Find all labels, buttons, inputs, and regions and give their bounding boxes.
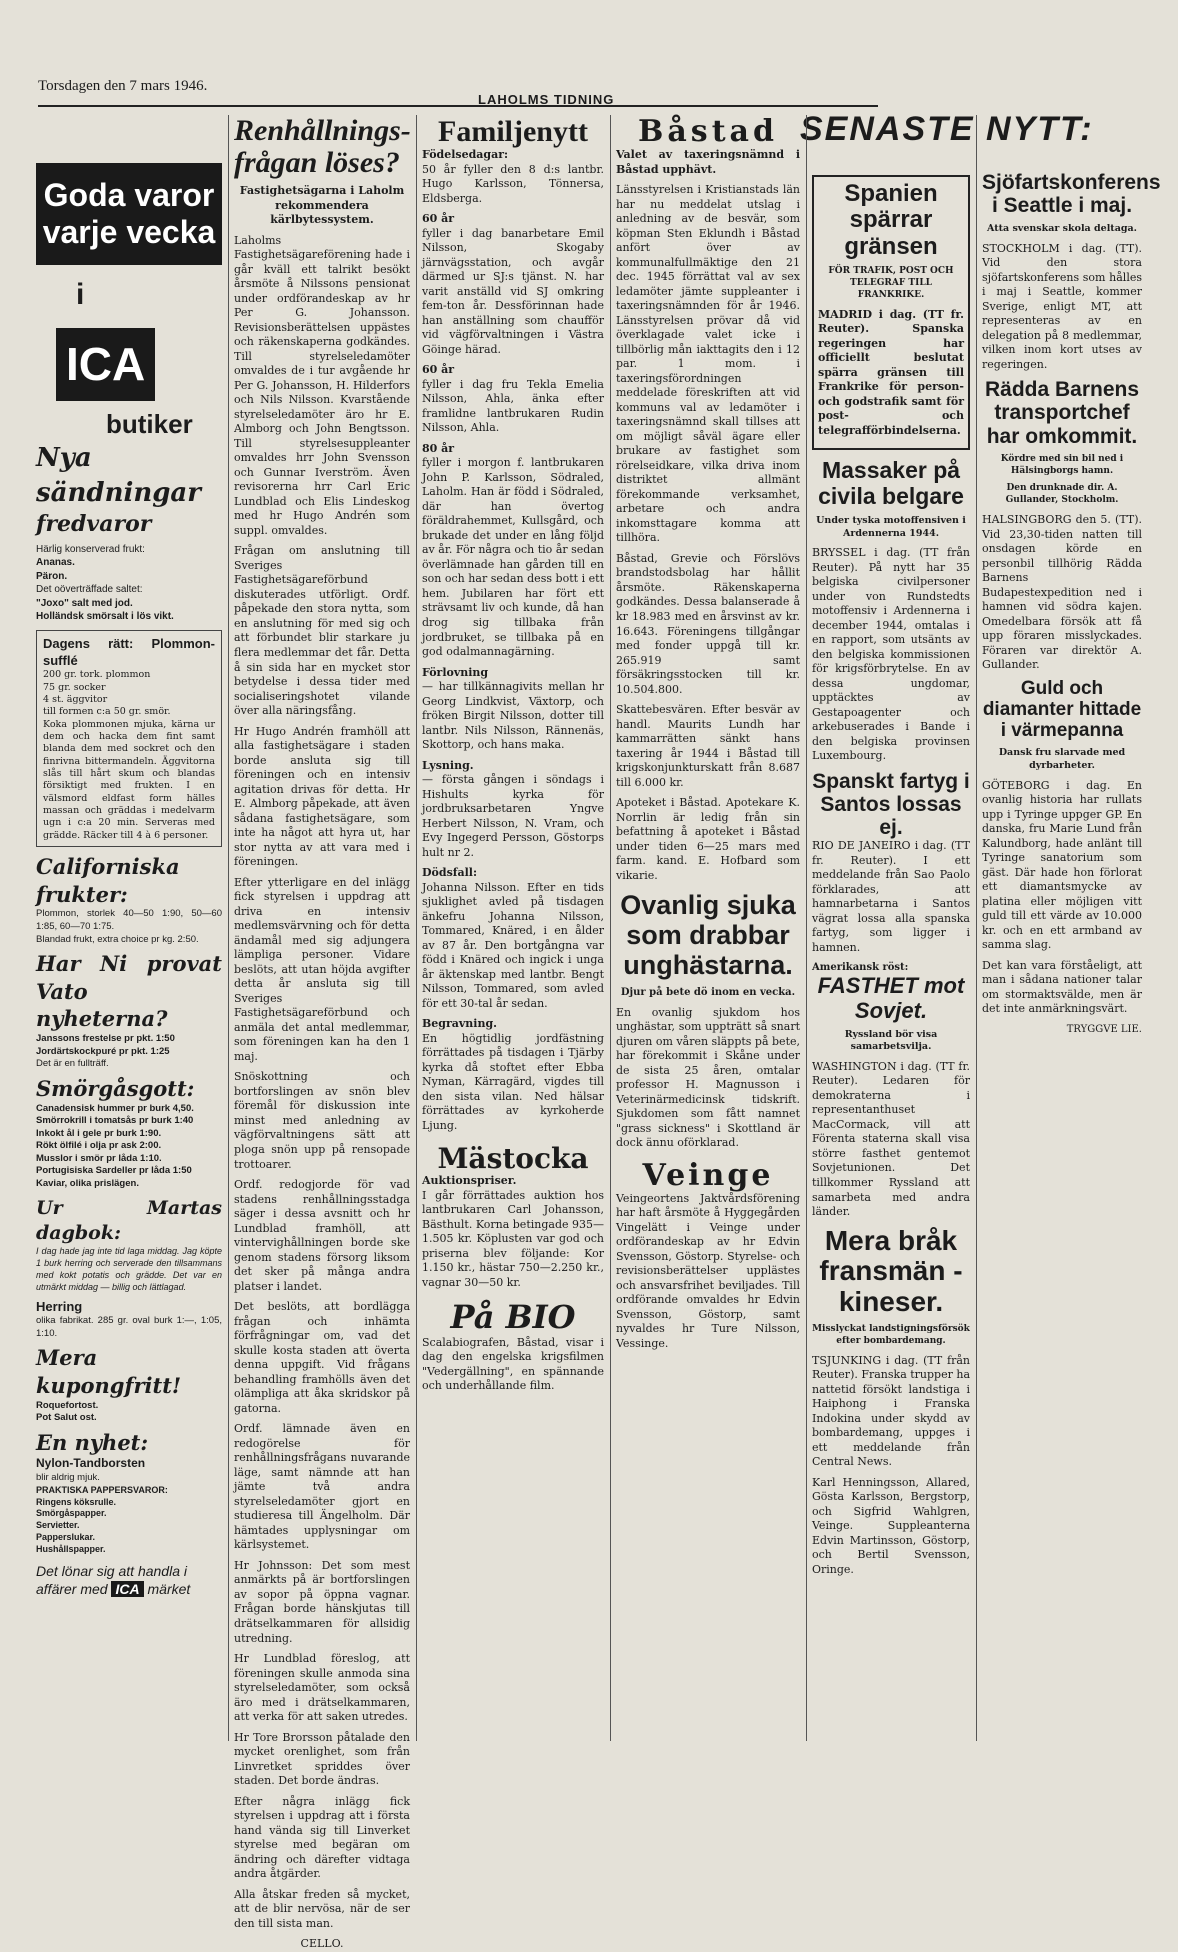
- nylon-text: blir aldrig mjuk.: [36, 1472, 100, 1484]
- recipe-text: [43, 669, 215, 842]
- article-deck: Dansk fru slarvade med dyrbarheter.: [998, 747, 1126, 772]
- ad-item: "Joxo" salt med jod.: [36, 597, 133, 609]
- family-item: [422, 666, 604, 753]
- article-headline: På BIO: [450, 1298, 576, 1337]
- ad-items-list: [36, 543, 222, 624]
- article-subhead: Valet av taxeringsnämnd i Båstad upphävt.: [616, 148, 800, 176]
- ad-slogan: Goda varor varje vecka: [36, 163, 222, 265]
- ad-heading: Mera kupongfritt!: [36, 1345, 182, 1398]
- article-paragraph: Laholms Fastighetsägareförening hade i går kväll ett talrikt besökt årsmöte å Nilssons pensionat under ordförandeskap av hr Per G. Johansson. Revisionsberättelsen uppästes och räkenskaperna godkändes. Till styrelseledamöter omvaldes de i tur avgående hr Per G. Johansson, H. Hilderfors och Nils Nilsson. Kvarstående styrelseledamöter äro hr E. Almborg och John Bengtsson. Till styrelsesuppleanter omvaldes hrr John Svensson och Gunnar Iverström. Även revisorerna hrr Carl Eric Lundblad och Elis Lindeskog med hr Hugo Andrén som suppl. omvaldes.: [234, 233, 410, 537]
- recipe-line: Koka plommonen mjuka, kärna ur dem och hacka dem fint samt blanda dem med sockret och den finrivna bittermandeln. Äggvitorna slås till hårt skum och blandas försiktigt med frukten. I en välsmord eldfast form hälles massan och gräddas i medelvarm ugn i c:a 20 min. Serveras med grädde. Räcker till 4 à 6 personer.: [43, 718, 215, 841]
- article-paragraph: TSJUNKING i dag. (TT från Reuter). Franska trupper ha nattetid försökt landstiga i Haiphong i Franska Indokina under skydd av bombardemang, uppges i ett meddelande från Central News.: [812, 1353, 971, 1469]
- auction-text: I går förrättades auktion hos lantbrukaren Carl Johansson, Bästhult. Korna betingade 935—1.505 kr. Köplusten var god och priserna blev följande: Kor 1.150 kr., hästar 750—2.250 kr., vagnar 30—50 kr.: [422, 1188, 604, 1289]
- ad-heading: Nya sändningar: [36, 443, 201, 508]
- ad-heading: En nyhet:: [36, 1429, 149, 1455]
- ad-item: Smörrokrill i tomatsås pr burk 1:40: [36, 1115, 194, 1127]
- recipe-line: till formen c:a 50 gr. smör.: [43, 706, 171, 718]
- family-item-title: Begravning.: [422, 1017, 497, 1031]
- family-item: [422, 1017, 604, 1133]
- article-paragraph: BRYSSEL i dag. (TT från Reuter). På nytt har 35 belgiska civilpersoner under von Rundstedts motoffensiv i Ardennerna i december 1944, omtalas i en rapport, som utsänts av den belgiska kommissionen för krigsförbrytelse. En av dessa ungdomar, upptäcktes av Gestapoagenter och arkebuserades i Bande i den belgiska provinsen Luxembourg.: [812, 546, 970, 763]
- ad-item: Papperslukar.: [36, 1532, 96, 1543]
- family-item: [422, 866, 604, 1011]
- ad-item: Det oöverträffade saltet:: [36, 584, 143, 596]
- family-item: [422, 148, 604, 206]
- ica-logo-small: ICA: [111, 1581, 143, 1597]
- ad-item: Holländsk smörsalt i lös vikt.: [36, 611, 174, 623]
- article-paragraph: Karl Henningsson, Allared, Gösta Karlsson, Bergstorp, och Sigfrid Wahlgren, Veinge. Suppleanterna Edvin Martinsson, Göstorp, och Bertil Svensson, Oringe.: [812, 1475, 970, 1576]
- recipe-line: 4 st. äggvitor: [43, 693, 108, 705]
- ad-footer: affärer med: [36, 1581, 108, 1598]
- news-column-1: [812, 115, 970, 1741]
- ad-footer-row: [36, 1580, 222, 1598]
- article-paragraph: MADRID i dag. (TT fr. Reuter). Spanska regeringen har officiellt beslutat spärra gränsen till Frankrike för person- och godstrafik samt för post- och telegrafförbindelserna.: [818, 307, 964, 437]
- article-headline: Spanskt fartyg i Santos lossas ej.: [812, 769, 970, 840]
- article-headline: Familjenytt: [438, 115, 588, 148]
- article-paragraph: HALSINGBORG den 5. (TT). Vid 23,30-tiden natten till onsdagen körde en personbil tillhörig Rädda Barnens Budapestexpedition ned i hamnen vid södra kajen. Omedelbara försök att få upp föraren misslyckades. Föraren var direktör A. Gullander.: [982, 513, 1142, 672]
- article-headline: Spanien spärrar gränsen: [844, 180, 938, 260]
- ad-item: Ringens köksrulle.: [36, 1496, 117, 1507]
- article-deck: Kördre med sin bil ned i Hälsingborgs hamn.: [1000, 453, 1124, 476]
- column-divider: [610, 115, 611, 1741]
- family-item-text: En högtidlig jordfästning förrättades på tisdagen i Tjärby kyrka då stoftet efter Ebba Nyman, Kärragärd, vigdes till den sista vilan. Ned hälsar förrättades av kyrkoherde Ljung.: [422, 1031, 604, 1132]
- ad-item: Plommon, storlek 40—50 1:90, 50—60 1:85, 60—70 1:75.: [36, 908, 222, 932]
- family-item: [422, 212, 604, 357]
- auction-item: [422, 1174, 604, 1290]
- article-deck: Fastighetsägarna i Laholm rekommendera kärlbytessystem.: [239, 184, 405, 227]
- ad-item: Det är en fullträff.: [36, 1058, 109, 1070]
- article-paragraph: Hr Tore Brorsson påtalade den mycket orenlighet, som från Linvretket spriddes över staden. Det borde ändras.: [234, 1730, 410, 1788]
- family-item-title: Dödsfall:: [422, 866, 478, 880]
- article-paragraph: Frågan om anslutning till Sveriges Fastighetsägareförbund diskuterades utförligt. Ordf. påpekade den stora nytta, som en anslutning för med sig och att förbundet blir starkare ju flera medlemmar det får. Detta å sin sida har en mycket stor betydelse i dessa tider med socialiseringshotet vilande över alla näringsfång.: [234, 544, 410, 718]
- ica-advertisement: [36, 115, 222, 1741]
- article-paragraph: Det kan vara förståeligt, att man i sådana nationer talar om stormaktsvälde, men är det inte anmärkningsvärt.: [982, 958, 1142, 1016]
- family-item-text: fyller i morgon f. lantbrukaren John P. Karlsson, Södraled, Laholm. Han är född i Södraled, där han övertog föräldrahemmet, Kullsgård, och brukade det under en lång följd av år. För några och tio år sedan överlämnade han gården till en son och har sedan dess bott i ett hem. Jubilaren har fört ett strävsamt liv och kunde, då han drog sig tillbaka från jordbruket, se tillbaka på en god odalmannagärning.: [422, 456, 604, 659]
- article-deck: Den drunknade dir. A. Gullander, Stockholm.: [1005, 483, 1119, 506]
- article-paragraph: Scalabiografen, Båstad, visar i dag den engelska krigsfilmen "Vedergällning", en spännande och underhållande film.: [422, 1335, 604, 1393]
- article-paragraph: STOCKHOLM i dag. (TT). Vid den stora sjöfartskonferens som hålles i maj i Seattle, kommer Sverige, enligt MT, att representeras av en delegation på 8 medlemmar, vilken inom kort utses av regeringen.: [982, 241, 1142, 371]
- article-paragraph: Hr Johnsson: Det som mest anmärkts på är bortforslingen av sopor på öppna vagnar. Frågan borde hänskjutas till drätselkammaren för allsidig utredning.: [234, 1558, 410, 1645]
- article-paragraph: Efter några inlägg fick styrelsen i uppdrag att i första hand vända sig till Linverket styrelse med begäran om ändring och därefter vidtaga andra åtgärder.: [234, 1794, 410, 1881]
- ad-heading: Har Ni provat Vato nyheterna?: [36, 951, 222, 1032]
- spanien-box: [812, 175, 970, 450]
- family-item-text: fyller i dag banarbetare Emil Nilsson, Skogaby järnvägsstation, och avgår därmed ur SJ:s tjänst. N. har varit anställd vid SJ omkring fem-ton år. Dessförinnan hade han anställning som chaufför vid vägförvaltningen i Västra Göinge härad.: [422, 226, 604, 356]
- article-familjenytt: [422, 115, 604, 1741]
- family-item-title: 60 år: [422, 212, 455, 226]
- article-paragraph: Ordf. lämnade även en redogörelse för renhållningsfrågans nuvarande läge, samt nämnde att han jämte två andra styrelseledamöter gjort en studieresa till Ängelholm. Där hämtades upplysningar om kärlsystemet.: [234, 1422, 410, 1552]
- ad-item: Jordärtskockpuré pr pkt. 1:25: [36, 1045, 170, 1057]
- article-paragraph: Alla åtskar freden så mycket, att de blir nervösa, när de ser den till sista man.: [234, 1887, 410, 1930]
- recipe-line: 75 gr. socker: [43, 681, 106, 693]
- article-deck: Atta svenskar skola deltaga.: [987, 223, 1137, 235]
- family-item-text: fyller i dag fru Tekla Emelia Nilsson, Ahla, änka efter framlidne lantbrukaren Rudin Nilsson, Ahla.: [422, 377, 604, 435]
- article-paragraph: Hr Hugo Andrén framhöll att alla fastighetsägare i staden borde ansluta sig till föreningen och en intensiv agitation drivas för detta. Hr E. Almborg påpekade, att även sådana fastighetsägare, som inte ha något att hyra ut, har stor nytta av att vara med i föreningen.: [234, 724, 410, 869]
- ad-item: Servietter.: [36, 1520, 80, 1531]
- column-divider: [806, 115, 807, 1741]
- ad-item: Musslor i smör pr låda 1:10.: [36, 1152, 162, 1164]
- masthead: LAHOLMS TIDNING: [478, 92, 615, 107]
- ad-item: Canadensisk hummer pr burk 4,50.: [36, 1102, 194, 1114]
- article-signature: CELLO.: [300, 1937, 344, 1951]
- ad-items-list: [36, 1400, 222, 1425]
- family-item-title: Lysning.: [422, 758, 474, 772]
- article-deck: Under tyska motoffensiven i Ardennerna 1944.: [816, 515, 966, 539]
- ad-item: Päron.: [36, 570, 68, 582]
- family-item-title: 60 år: [422, 363, 455, 377]
- ad-item: Inkokt ål i gele pr burk 1:90.: [36, 1127, 162, 1139]
- family-item-title: Födelsedagar:: [422, 148, 509, 161]
- ad-item: Kaviar, olika prislägen.: [36, 1177, 139, 1189]
- article-deck: Misslyckat landstigningsförsök efter bombardemang.: [812, 1323, 970, 1346]
- column-divider: [228, 115, 229, 1741]
- nylon-title: Nylon-Tandborsten: [36, 1456, 146, 1471]
- ad-item: Rökt ölfilé i olja pr ask 2:00.: [36, 1140, 162, 1152]
- ad-i: i: [76, 277, 85, 311]
- column-divider: [976, 115, 977, 1741]
- article-headline: FASTHET mot Sovjet.: [817, 973, 965, 1023]
- ad-heading: Smörgåsgott:: [36, 1075, 195, 1101]
- article-headline: Ovanlig sjuka som drabbar unghästarna.: [620, 890, 796, 980]
- ad-item: Roquefortost.: [36, 1399, 99, 1411]
- family-item: [422, 759, 604, 861]
- article-bastad: [616, 115, 800, 1741]
- herring-text: olika fabrikat. 285 gr. oval burk 1:—, 1:05, 1:10.: [36, 1315, 222, 1339]
- article-paragraph: Efter ytterligare en del inlägg fick styrelsen i uppdrag att driva en intensiv medlemsvärvning och för detta ändamål med sig adjungera lämpliga personer. Vidare beslöts, att utan höjda avgifter detta år ansluta sig till Sveriges Fastighetsägareförbund och anmäla det antal medlemmar, som föreningen kan ha den 1 maj.: [234, 875, 410, 1063]
- ad-items-list: [36, 1485, 222, 1556]
- article-paragraph: Länsstyrelsen i Kristianstads län har nu meddelat utslag i anledning av de besvär, som köpman Sten Eklundh i Båstad anfört över av kommunalfullmäktige den 21 dec. 1945 förrättat val av sex ledamöter jämte suppleanter i taxeringsnämnden för år 1946. Länsstyrelsen prövar då vid överklagade valet icke i tillbörlig mån iakttagits den i 12 par. 1 mom. i taxeringsförordningen meddelade föreskriften att vid kommuns val av ledamöter i taxeringsnämnd skall tillses att om möjligt såväl ägare eller brukare av fastighet som rörelseidkare, vilka driva inom distriktet allmänt förekommande verksamhet, arbetare och andra inkomsttagare komma att tillhöra.: [616, 183, 800, 545]
- article-deck: FÖR TRAFIK, POST OCH TELEGRAF TILL FRANKRIKE.: [828, 266, 954, 300]
- column-divider: [416, 115, 417, 1741]
- ad-item: Janssons frestelse pr pkt. 1:50: [36, 1033, 175, 1045]
- article-headline: Guld och diamanter hittade i värmepanna: [982, 677, 1142, 741]
- family-item-text: — har tillkännagivits mellan hr Georg Lindkvist, Växtorp, och fröken Birgit Nilsson, dotter till lantbr. Nils Nilsson, Rännenäs, Skottorp, och hans maka.: [422, 680, 604, 752]
- ad-items-list: [36, 1103, 222, 1191]
- article-signature: TRYGGVE LIE.: [1066, 1023, 1142, 1035]
- article-renhallning: [234, 114, 411, 1951]
- article-headline: Sjöfartskonferens i Seattle i maj.: [982, 171, 1161, 218]
- auction-title: Auktionspriser.: [422, 1174, 517, 1188]
- issue-date: Torsdagen den 7 mars 1946.: [38, 78, 208, 94]
- family-item-text: 50 år fyller den 8 d:s lantbr. Hugo Karlsson, Tönnersa, Eldsberga.: [422, 162, 604, 205]
- article-headline: Mästocka: [437, 1141, 589, 1175]
- article-headline: Mera bråk fransmän - kineser.: [819, 1224, 963, 1318]
- ad-footer: märket: [147, 1581, 191, 1598]
- dagbok-text: I dag hade jag inte tid laga middag. Jag köpte 1 burk herring och serverade den tillsammans med kokt potatis och grädde. Det var en utmärkt middag — billig och lättlagad.: [36, 1246, 222, 1292]
- ad-items-list: [36, 908, 222, 946]
- family-item-text: — första gången i söndags i Hishults kyrka för jordbruksarbetaren Yngve Herbert Nilsson, N. Vram, och Evy Ingegerd Persson, Göstorps hult nr 2.: [422, 773, 604, 859]
- recipe-title: Dagens rätt: Plommon-sufflé: [43, 635, 215, 669]
- header-rule: [38, 105, 878, 107]
- article-headline: Rädda Barnens transportchef har omkommit.: [984, 378, 1140, 448]
- news-column-2: [982, 115, 1161, 1741]
- article-kicker: Amerikansk röst:: [812, 962, 909, 974]
- family-item: [422, 442, 604, 660]
- ica-logo: ICA: [56, 328, 155, 401]
- ad-item: Blandad frukt, extra choice pr kg. 2:50.: [36, 933, 199, 945]
- article-headline: Båstad: [638, 114, 778, 149]
- article-deck: Djur på bete dö inom en vecka.: [620, 987, 796, 999]
- article-headline: Massaker på civila belgare: [818, 457, 964, 509]
- ad-heading: Ur Martas dagbok:: [36, 1197, 222, 1245]
- article-paragraph: Ordf. redogjorde för vad stadens renhållningsstadga säger i dessa avsnitt och hr Lundblad framhöll, att vintervighållningen borde ske genom stadens försorg liksom det sker på många andra platser i landet.: [234, 1178, 410, 1293]
- family-item-title: Förlovning: [422, 665, 489, 679]
- article-paragraph: RIO DE JANEIRO i dag. (TT fr. Reuter). I ett meddelande från Sao Paolo förklarades, att hamnarbetarna i Santos vägrat lossa alla spanska fartyg, som ligger i hamnen.: [812, 839, 970, 954]
- article-headline: Renhållnings-frågan löses?: [234, 114, 411, 179]
- ad-items-list: [36, 1033, 222, 1071]
- article-paragraph: WASHINGTON i dag. (TT fr. Reuter). Ledaren för demokraterna i representanthuset MacCormack, vill att Förenta staterna skall visa större fasthet gentemot Sovjetunionen. Det tillkommer Ryssland att samarbeta med andra länder.: [812, 1059, 970, 1219]
- ad-butiker: butiker: [106, 408, 193, 439]
- article-paragraph: Apoteket i Båstad. Apotekare K. Norrlin är ledig från sin befattning å apoteket i Båstad under tiden 6—25 mars med farm. kand. E. Hofbard som vikarie.: [616, 796, 800, 882]
- ad-item: Portugisiska Sardeller pr låda 1:50: [36, 1165, 192, 1177]
- family-item-text: Johanna Nilsson. Efter en tids sjuklighet avled på tisdagen änkefru Johanna Nilsson, Tommared, Knäred, i en ålder av 87 år. Den bortgångna var född i Knäred och ingick i unga år äktenskap med lantbr. Bengt Nilsson, Tommared, som avled för ett 30-tal år sedan.: [422, 880, 604, 1010]
- ad-item: Härlig konserverad frukt:: [36, 543, 145, 555]
- ad-footer: Det lönar sig att handla i: [36, 1562, 187, 1579]
- ad-item: Hushållspapper.: [36, 1544, 106, 1555]
- article-paragraph: Skattebesvären. Efter besvär av handl. Maurits Lundh har kammarrätten sänkt hans taxering år 1944 i Båstad till krigskonjunkturskatt från 8.687 till 6.000 kr.: [616, 703, 800, 789]
- section-heading: SENASTE NYTT:: [800, 110, 1094, 148]
- ad-item: Ananas.: [36, 557, 75, 569]
- herring-title: Herring: [36, 1298, 83, 1314]
- family-item-title: 80 år: [422, 441, 455, 455]
- recipe-line: 200 gr. tork. plommon: [43, 669, 151, 681]
- article-deck: Ryssland bör visa samarbetsvilja.: [844, 1028, 938, 1053]
- article-paragraph: Veingeortens Jaktvårdsförening har haft årsmöte å Hyggegården Vingelätt i Veinge under ordförandeskap av hr Edvin Svensson, Göstorp. Styrelse- och revisionsberättelser upplästes och ansvarsfrihet beviljades. Till ordförande omvaldes hr Edvin Svensson, Göstorp, samt nyvaldes hr Ture Nilsson, Vessinge.: [616, 1191, 800, 1350]
- article-paragraph: En ovanlig sjukdom hos unghästar, som uppträtt så snart djuren om våren släppts på bete, har förekommit i Skåne under de sista 25 åren, omtalar professor H. Magnusson i Veterinärmedicinsk tidskrift. Sjukdomen som fått namnet "grass sickness" i Skottland är dock ännu oförklarad.: [616, 1005, 800, 1150]
- article-headline: Veinge: [642, 1157, 774, 1193]
- article-paragraph: Hr Lundblad föreslog, att föreningen skulle anmoda sina styrelseledamöter, som också äro med i drätselkammaren, att verka för att saken utredes.: [234, 1652, 410, 1724]
- article-paragraph: Det beslöts, att bordlägga frågan och inhämta förfrågningar om, vad det skulle kosta staden att överta denna uppgift. Vid frågans behandling framhölls även det olämpliga att åka skridskor på gatorna.: [234, 1300, 410, 1415]
- ad-item: Pot Salut ost.: [36, 1412, 97, 1424]
- article-paragraph: Båstad, Grevie och Förslövs brandstodsbolag har hållit årsmöte. Räkenskaperna godkändes. Dessa balanserade å kr 18.983 med en årsvinst av kr. 16.643. Föreningens tillgångar med fonder uppgå till kr. 265.919 samt försäkringsstocken till kr. 10.504.800.: [616, 551, 800, 696]
- family-item: [422, 363, 604, 436]
- recipe-box: [36, 630, 222, 847]
- ad-item: PRAKTISKA PAPPERSVAROR:: [36, 1484, 168, 1495]
- article-paragraph: GÖTEBORG i dag. En ovanlig historia har rullats upp i Tyringe uppger GP. En danska, fru Marie Lund från Kalundborg, hade anlänt till Tyringe sanatorium som gäst. Där hade hon förlorat ett diamantsmycke av platina eller möjligen vitt guld till ett värde av 10.000 kr. och en ett armband av samma slag.: [982, 778, 1142, 952]
- ad-heading: Californiska frukter:: [36, 854, 180, 907]
- ad-item: Smörgåspapper.: [36, 1508, 107, 1519]
- article-paragraph: Snöskottning och bortforslingen av snön blev föremål för diskussion inte minst med anledning av vägförvaltningens sätt att ploga snön upp på rensopade trottoarer.: [234, 1070, 410, 1171]
- ad-heading: fredvaror: [36, 510, 152, 537]
